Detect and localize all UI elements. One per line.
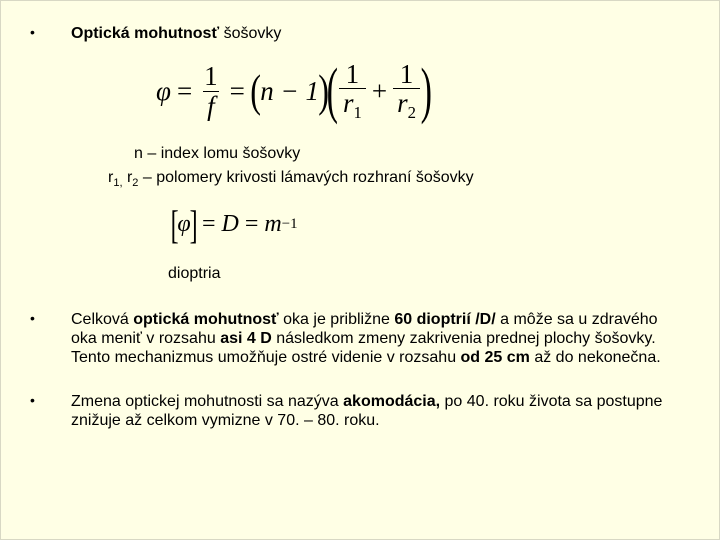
numerator: 1	[345, 59, 360, 90]
equals-sign: =	[201, 210, 216, 237]
paragraph-optical-power: Celková optická mohutnosť oka je približne 60 dioptrií /D/ a môže sa u zdravého oka meniť v rozsahu asi 4 D následkom zmeny zakrivenia prednej plochy šošovky. Tento mechanizmus umožňuje ostré videnie v rozsahu od 25 cm až do nekonečna.	[71, 311, 661, 366]
equals-sign: =	[229, 75, 245, 106]
n-minus-one: n − 1	[260, 75, 319, 106]
title-bold: Optická mohutnosť	[71, 25, 220, 42]
big-paren-close: )	[420, 57, 432, 125]
bullet-dot: •	[30, 24, 35, 40]
phi-symbol: φ	[177, 210, 191, 237]
paragraph-accommodation: Zmena optickej mohutnosti sa nazýva akomodácia, po 40. roku života sa postupne znižuje až celkom vymizne v 70. – 80. roku.	[71, 393, 663, 429]
paren-open: (	[250, 65, 261, 116]
unit-formula	[172, 202, 298, 246]
bracket-open: [	[170, 201, 179, 247]
numerator: 1	[399, 59, 414, 90]
denominator-r2: $r_2$	[393, 88, 420, 121]
paren-close: )	[318, 65, 329, 116]
bullet-dot: •	[30, 392, 35, 408]
m-symbol: m	[264, 210, 282, 237]
numerator: 1	[204, 61, 218, 92]
equals-sign: =	[176, 75, 193, 106]
bracket-close: ]	[189, 201, 198, 247]
slide-title	[71, 24, 281, 43]
fraction-1-over-f	[200, 62, 222, 120]
fraction-1-over-r1	[339, 60, 366, 122]
fraction-1-over-r2	[393, 60, 420, 122]
unit-label: dioptria	[168, 265, 221, 282]
optical-power-formula	[156, 48, 431, 134]
legend-r: $r_{1,}$ $r_2$ – polomery krivosti lámavých rozhraní šošovky	[108, 169, 474, 190]
bullet-dot: •	[30, 310, 35, 326]
legend-n: n – index lomu šošovky	[134, 145, 301, 162]
phi-symbol: φ	[156, 75, 171, 106]
denominator-r1: $r_1$	[339, 88, 366, 121]
equals-sign: =	[244, 210, 259, 237]
plus-sign: +	[371, 75, 388, 106]
big-paren-open: (	[326, 57, 339, 125]
denominator-f: f	[203, 91, 219, 120]
D-symbol: D	[221, 210, 239, 237]
title-rest: šošovky	[219, 25, 282, 42]
exponent: −1	[281, 215, 298, 232]
